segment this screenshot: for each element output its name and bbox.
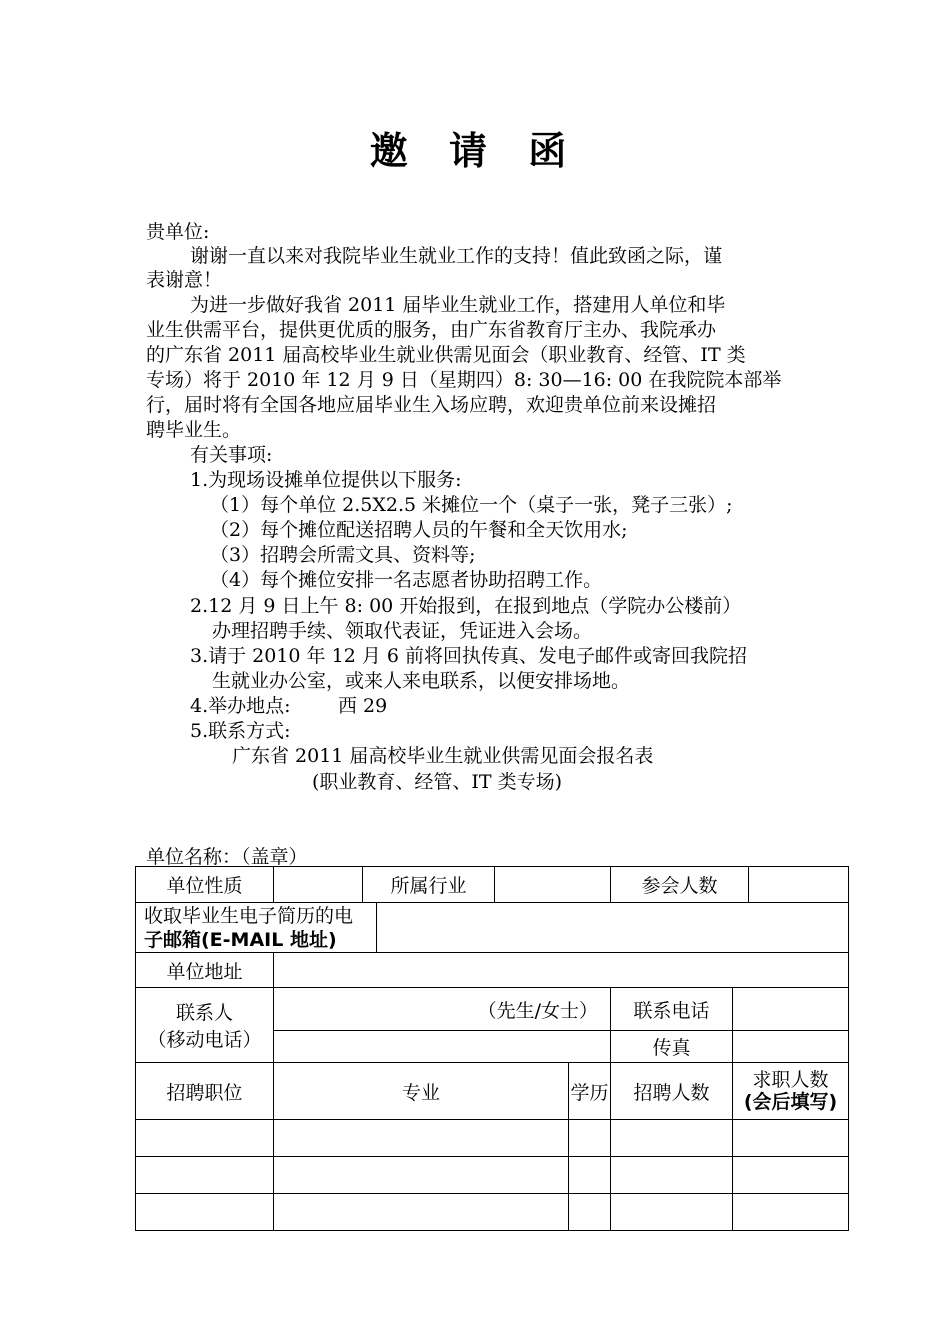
position-cell[interactable] [136,1157,274,1194]
industry-input[interactable] [495,867,611,903]
industry-label: 所属行业 [363,867,495,903]
para1-line2: 表谢意！ [146,269,223,291]
para2-line5: 行，届时将有全国各地应届毕业生入场应聘，欢迎贵单位前来设摊招 [146,394,717,416]
education-cell[interactable] [569,1194,611,1231]
para2-line2: 业生供需平台，提供更优质的服务，由广东省教育厅主办、我院承办 [146,319,717,341]
contact-label-line1: 联系人 [175,1002,233,1024]
item1-sub3: （3）招聘会所需文具、资料等; [210,544,476,566]
address-input[interactable] [274,953,849,988]
education-cell[interactable] [569,1157,611,1194]
table-row [136,1120,849,1157]
unit-name-label: 单位名称：（盖章） [146,846,308,868]
applicants-cell[interactable] [733,1157,849,1194]
nature-input[interactable] [274,867,363,903]
address-label: 单位地址 [136,953,274,988]
major-cell[interactable] [274,1120,569,1157]
attendees-input[interactable] [749,867,849,903]
phone-input[interactable] [733,988,849,1031]
para2-line4: 专场）将于 2010 年 12 月 9 日（星期四）8: 30—16: 00 在我院院本部举 [146,369,782,391]
major-cell[interactable] [274,1194,569,1231]
count-cell[interactable] [611,1194,733,1231]
position-cell[interactable] [136,1120,274,1157]
item2-line1: 2.12 月 9 日上午 8: 00 开始报到，在报到地点（学院办公楼前） [190,595,742,617]
education-header: 学历 [569,1063,611,1120]
contact-extra-input[interactable] [274,1031,611,1063]
item1-sub2: （2）每个摊位配送招聘人员的午餐和全天饮用水; [210,519,628,541]
item3-line2: 生就业办公室，或来人来电联系，以便安排场地。 [212,670,631,692]
item4-label: 4.举办地点: [190,695,291,717]
applicants-cell[interactable] [733,1194,849,1231]
para2-line1: 为进一步做好我省 2011 届毕业生就业工作，搭建用人单位和毕 [190,294,726,316]
email-input[interactable] [377,903,849,953]
items-heading: 有关事项: [190,444,273,466]
email-label [136,903,377,953]
item4-value: 西 29 [338,695,388,717]
phone-label: 联系电话 [611,988,733,1031]
applicants-header-line2: (会后填写) [743,1091,838,1113]
gender-field[interactable]: （先生/女士） [274,988,611,1031]
greeting: 贵单位: [146,221,210,243]
table-row [136,1194,849,1231]
nature-label: 单位性质 [136,867,274,903]
position-cell[interactable] [136,1194,274,1231]
applicants-header-line1: 求职人数 [752,1069,829,1091]
education-cell[interactable] [569,1120,611,1157]
email-label-line1: 收取毕业生电子简历的电 [144,904,354,927]
contact-label [136,988,274,1063]
form-title: 广东省 2011 届高校毕业生就业供需见面会报名表 [232,745,654,767]
document-title: 邀 请 函 [369,128,581,173]
major-cell[interactable] [274,1157,569,1194]
applicants-header [733,1063,849,1120]
item5: 5.联系方式: [190,720,291,742]
attendees-label: 参会人数 [611,867,749,903]
contact-label-line2: （移动电话） [147,1029,262,1051]
count-cell[interactable] [611,1157,733,1194]
applicants-cell[interactable] [733,1120,849,1157]
email-label-line2: 子邮箱(E-MAIL 地址) [144,928,337,951]
position-header: 招聘职位 [136,1063,274,1120]
item2-line2: 办理招聘手续、领取代表证，凭证进入会场。 [212,620,593,642]
fax-input[interactable] [733,1031,849,1063]
major-header: 专业 [274,1063,569,1120]
para2-line6: 聘毕业生。 [146,419,242,441]
item1-sub4: （4）每个摊位安排一名志愿者协助招聘工作。 [210,569,603,591]
count-cell[interactable] [611,1120,733,1157]
table-row [136,1157,849,1194]
item1: 1.为现场设摊单位提供以下服务: [190,469,462,491]
count-header: 招聘人数 [611,1063,733,1120]
form-subtitle: (职业教育、经管、IT 类专场) [312,771,563,793]
item3-line1: 3.请于 2010 年 12 月 6 前将回执传真、发电子邮件或寄回我院招 [190,645,747,667]
para1-line1: 谢谢一直以来对我院毕业生就业工作的支持！值此致函之际，谨 [190,245,723,267]
registration-form [135,866,849,1231]
para2-line3: 的广东省 2011 届高校毕业生就业供需见面会（职业教育、经管、IT 类 [146,344,746,366]
fax-label: 传真 [611,1031,733,1063]
item1-sub1: （1）每个单位 2.5X2.5 米摊位一个（桌子一张，凳子三张）; [210,494,733,516]
